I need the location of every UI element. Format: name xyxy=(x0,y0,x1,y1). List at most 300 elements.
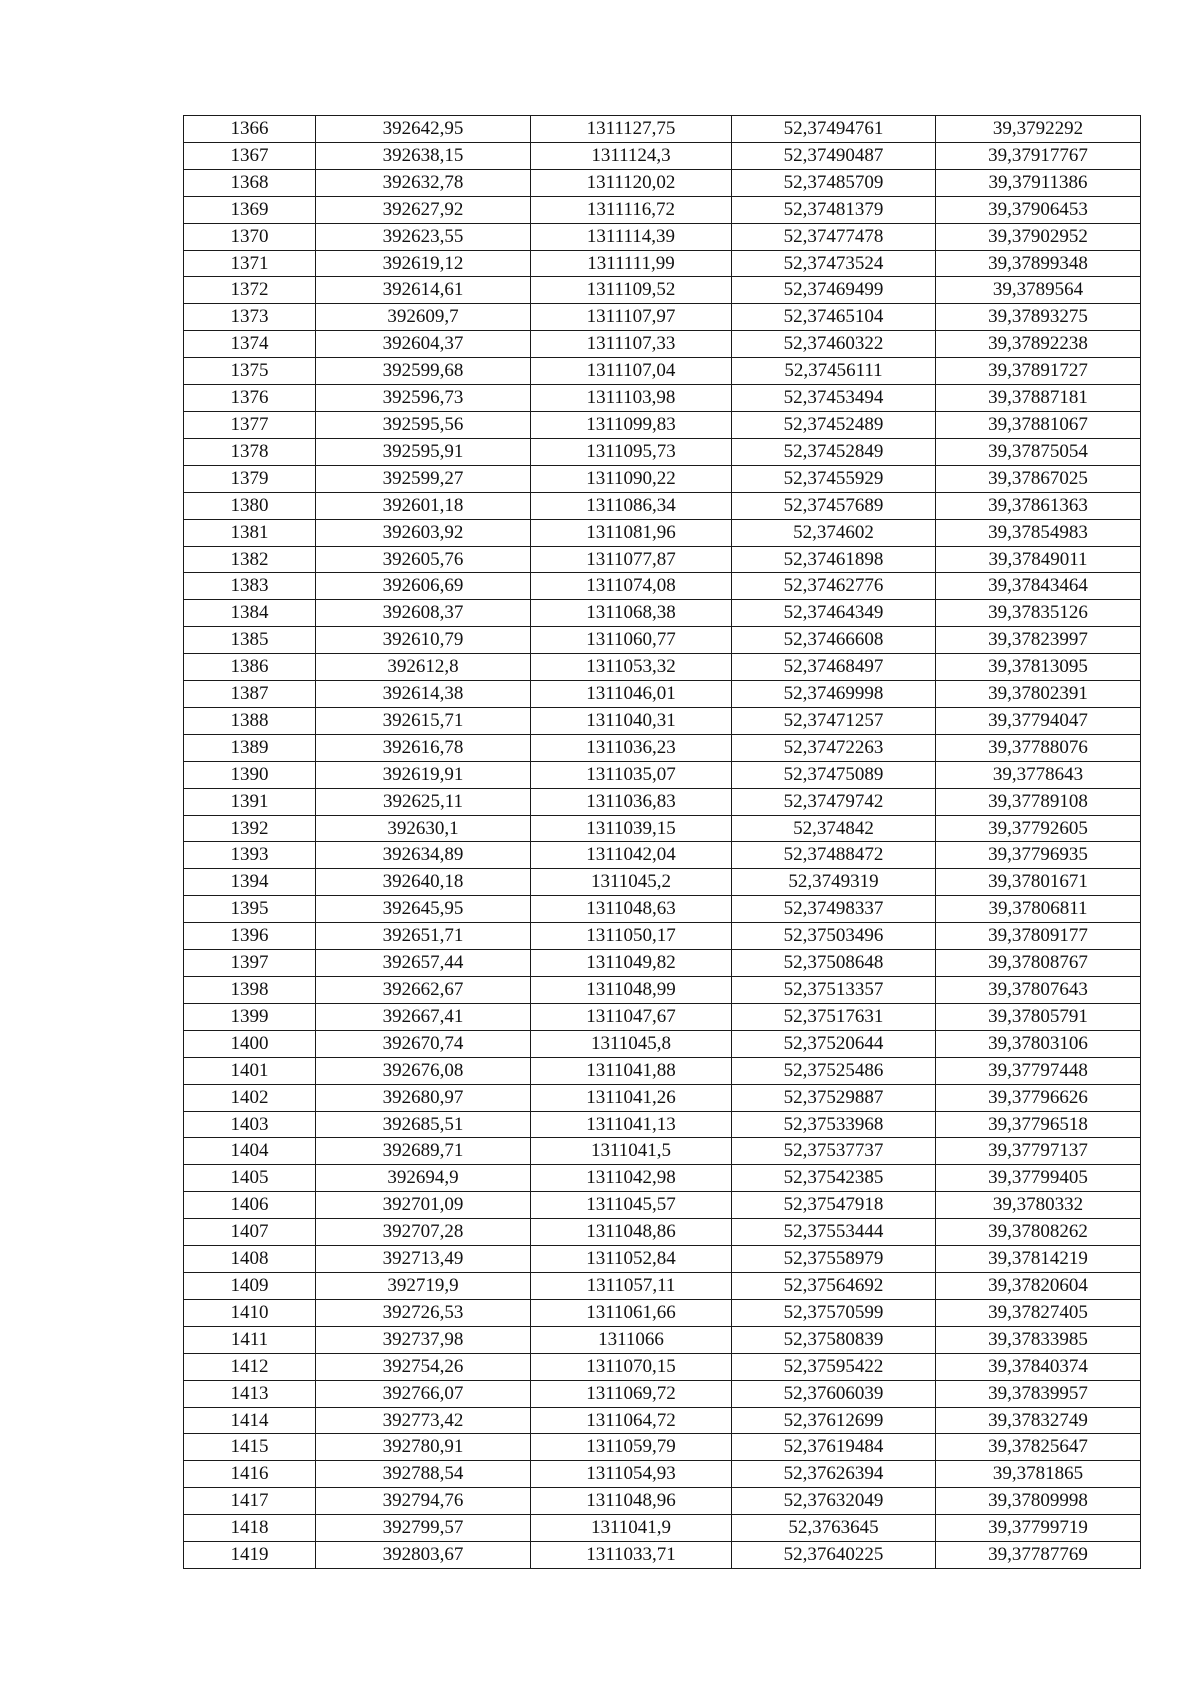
x-coordinate-cell: 392634,89 xyxy=(316,842,531,869)
x-coordinate-cell: 392642,95 xyxy=(316,116,531,143)
point-number-cell: 1407 xyxy=(184,1219,316,1246)
table-row xyxy=(184,923,1141,950)
table-row xyxy=(184,1272,1141,1299)
point-number-cell: 1392 xyxy=(184,815,316,842)
y-coordinate-cell: 1311053,32 xyxy=(531,654,732,681)
point-number-cell: 1383 xyxy=(184,573,316,600)
point-number-cell: 1419 xyxy=(184,1542,316,1569)
point-number-cell: 1380 xyxy=(184,492,316,519)
longitude-cell: 39,37893275 xyxy=(936,304,1141,331)
longitude-cell: 39,37902952 xyxy=(936,223,1141,250)
y-coordinate-cell: 1311099,83 xyxy=(531,411,732,438)
point-number-cell: 1387 xyxy=(184,681,316,708)
x-coordinate-cell: 392766,07 xyxy=(316,1380,531,1407)
table-row xyxy=(184,869,1141,896)
point-number-cell: 1395 xyxy=(184,896,316,923)
x-coordinate-cell: 392596,73 xyxy=(316,385,531,412)
table-row xyxy=(184,761,1141,788)
y-coordinate-cell: 1311036,83 xyxy=(531,788,732,815)
y-coordinate-cell: 1311048,99 xyxy=(531,977,732,1004)
longitude-cell: 39,37849011 xyxy=(936,546,1141,573)
point-number-cell: 1391 xyxy=(184,788,316,815)
longitude-cell: 39,37911386 xyxy=(936,169,1141,196)
point-number-cell: 1370 xyxy=(184,223,316,250)
longitude-cell: 39,37820604 xyxy=(936,1272,1141,1299)
point-number-cell: 1367 xyxy=(184,142,316,169)
y-coordinate-cell: 1311086,34 xyxy=(531,492,732,519)
longitude-cell: 39,37861363 xyxy=(936,492,1141,519)
x-coordinate-cell: 392623,55 xyxy=(316,223,531,250)
point-number-cell: 1411 xyxy=(184,1326,316,1353)
y-coordinate-cell: 1311042,98 xyxy=(531,1165,732,1192)
y-coordinate-cell: 1311050,17 xyxy=(531,923,732,950)
longitude-cell: 39,37802391 xyxy=(936,681,1141,708)
y-coordinate-cell: 1311090,22 xyxy=(531,465,732,492)
latitude-cell: 52,37570599 xyxy=(732,1299,936,1326)
latitude-cell: 52,37632049 xyxy=(732,1488,936,1515)
longitude-cell: 39,3778643 xyxy=(936,761,1141,788)
latitude-cell: 52,37537737 xyxy=(732,1138,936,1165)
y-coordinate-cell: 1311103,98 xyxy=(531,385,732,412)
x-coordinate-cell: 392625,11 xyxy=(316,788,531,815)
point-number-cell: 1385 xyxy=(184,627,316,654)
point-number-cell: 1414 xyxy=(184,1407,316,1434)
latitude-cell: 52,37626394 xyxy=(732,1461,936,1488)
table-row xyxy=(184,950,1141,977)
table-row xyxy=(184,1138,1141,1165)
longitude-cell: 39,37799405 xyxy=(936,1165,1141,1192)
latitude-cell: 52,37490487 xyxy=(732,142,936,169)
longitude-cell: 39,37906453 xyxy=(936,196,1141,223)
point-number-cell: 1399 xyxy=(184,1003,316,1030)
table-row xyxy=(184,1246,1141,1273)
table-row xyxy=(184,600,1141,627)
table-row xyxy=(184,519,1141,546)
table-row xyxy=(184,1084,1141,1111)
latitude-cell: 52,37452489 xyxy=(732,411,936,438)
longitude-cell: 39,37794047 xyxy=(936,707,1141,734)
point-number-cell: 1377 xyxy=(184,411,316,438)
y-coordinate-cell: 1311052,84 xyxy=(531,1246,732,1273)
table-row xyxy=(184,1030,1141,1057)
longitude-cell: 39,37787769 xyxy=(936,1542,1141,1569)
point-number-cell: 1404 xyxy=(184,1138,316,1165)
table-row xyxy=(184,411,1141,438)
table-row xyxy=(184,1165,1141,1192)
longitude-cell: 39,37854983 xyxy=(936,519,1141,546)
latitude-cell: 52,3763645 xyxy=(732,1515,936,1542)
x-coordinate-cell: 392640,18 xyxy=(316,869,531,896)
longitude-cell: 39,37843464 xyxy=(936,573,1141,600)
latitude-cell: 52,37553444 xyxy=(732,1219,936,1246)
table-row xyxy=(184,492,1141,519)
x-coordinate-cell: 392609,7 xyxy=(316,304,531,331)
longitude-cell: 39,37799719 xyxy=(936,1515,1141,1542)
y-coordinate-cell: 1311127,75 xyxy=(531,116,732,143)
table-row xyxy=(184,1380,1141,1407)
latitude-cell: 52,37564692 xyxy=(732,1272,936,1299)
latitude-cell: 52,37457689 xyxy=(732,492,936,519)
longitude-cell: 39,37825647 xyxy=(936,1434,1141,1461)
y-coordinate-cell: 1311041,5 xyxy=(531,1138,732,1165)
latitude-cell: 52,37469499 xyxy=(732,277,936,304)
x-coordinate-cell: 392667,41 xyxy=(316,1003,531,1030)
x-coordinate-cell: 392638,15 xyxy=(316,142,531,169)
x-coordinate-cell: 392794,76 xyxy=(316,1488,531,1515)
latitude-cell: 52,374842 xyxy=(732,815,936,842)
table-row xyxy=(184,358,1141,385)
latitude-cell: 52,37612699 xyxy=(732,1407,936,1434)
latitude-cell: 52,37456111 xyxy=(732,358,936,385)
table-row xyxy=(184,223,1141,250)
table-row xyxy=(184,734,1141,761)
y-coordinate-cell: 1311057,11 xyxy=(531,1272,732,1299)
x-coordinate-cell: 392614,61 xyxy=(316,277,531,304)
longitude-cell: 39,37807643 xyxy=(936,977,1141,1004)
coordinates-table-body xyxy=(184,116,1141,1569)
table-row xyxy=(184,1299,1141,1326)
latitude-cell: 52,3749319 xyxy=(732,869,936,896)
y-coordinate-cell: 1311054,93 xyxy=(531,1461,732,1488)
x-coordinate-cell: 392726,53 xyxy=(316,1299,531,1326)
y-coordinate-cell: 1311107,33 xyxy=(531,331,732,358)
point-number-cell: 1413 xyxy=(184,1380,316,1407)
y-coordinate-cell: 1311120,02 xyxy=(531,169,732,196)
x-coordinate-cell: 392603,92 xyxy=(316,519,531,546)
x-coordinate-cell: 392619,12 xyxy=(316,250,531,277)
longitude-cell: 39,37796935 xyxy=(936,842,1141,869)
point-number-cell: 1408 xyxy=(184,1246,316,1273)
x-coordinate-cell: 392630,1 xyxy=(316,815,531,842)
x-coordinate-cell: 392604,37 xyxy=(316,331,531,358)
latitude-cell: 52,37481379 xyxy=(732,196,936,223)
y-coordinate-cell: 1311064,72 xyxy=(531,1407,732,1434)
table-row xyxy=(184,250,1141,277)
y-coordinate-cell: 1311040,31 xyxy=(531,707,732,734)
point-number-cell: 1397 xyxy=(184,950,316,977)
y-coordinate-cell: 1311077,87 xyxy=(531,546,732,573)
longitude-cell: 39,37892238 xyxy=(936,331,1141,358)
y-coordinate-cell: 1311036,23 xyxy=(531,734,732,761)
x-coordinate-cell: 392595,56 xyxy=(316,411,531,438)
x-coordinate-cell: 392713,49 xyxy=(316,1246,531,1273)
longitude-cell: 39,37808767 xyxy=(936,950,1141,977)
x-coordinate-cell: 392670,74 xyxy=(316,1030,531,1057)
longitude-cell: 39,3780332 xyxy=(936,1192,1141,1219)
latitude-cell: 52,37533968 xyxy=(732,1111,936,1138)
longitude-cell: 39,37833985 xyxy=(936,1326,1141,1353)
latitude-cell: 52,37529887 xyxy=(732,1084,936,1111)
y-coordinate-cell: 1311039,15 xyxy=(531,815,732,842)
table-row xyxy=(184,1326,1141,1353)
table-row xyxy=(184,815,1141,842)
point-number-cell: 1394 xyxy=(184,869,316,896)
latitude-cell: 52,37525486 xyxy=(732,1057,936,1084)
table-row xyxy=(184,573,1141,600)
x-coordinate-cell: 392694,9 xyxy=(316,1165,531,1192)
table-row xyxy=(184,1219,1141,1246)
table-row xyxy=(184,1192,1141,1219)
x-coordinate-cell: 392610,79 xyxy=(316,627,531,654)
point-number-cell: 1417 xyxy=(184,1488,316,1515)
point-number-cell: 1371 xyxy=(184,250,316,277)
y-coordinate-cell: 1311045,8 xyxy=(531,1030,732,1057)
table-row xyxy=(184,142,1141,169)
point-number-cell: 1409 xyxy=(184,1272,316,1299)
latitude-cell: 52,374602 xyxy=(732,519,936,546)
latitude-cell: 52,37606039 xyxy=(732,1380,936,1407)
table-row xyxy=(184,331,1141,358)
latitude-cell: 52,37465104 xyxy=(732,304,936,331)
table-row xyxy=(184,438,1141,465)
y-coordinate-cell: 1311049,82 xyxy=(531,950,732,977)
latitude-cell: 52,37498337 xyxy=(732,896,936,923)
y-coordinate-cell: 1311060,77 xyxy=(531,627,732,654)
point-number-cell: 1396 xyxy=(184,923,316,950)
longitude-cell: 39,37803106 xyxy=(936,1030,1141,1057)
point-number-cell: 1416 xyxy=(184,1461,316,1488)
latitude-cell: 52,37455929 xyxy=(732,465,936,492)
latitude-cell: 52,37503496 xyxy=(732,923,936,950)
y-coordinate-cell: 1311111,99 xyxy=(531,250,732,277)
y-coordinate-cell: 1311047,67 xyxy=(531,1003,732,1030)
x-coordinate-cell: 392614,38 xyxy=(316,681,531,708)
latitude-cell: 52,37452849 xyxy=(732,438,936,465)
y-coordinate-cell: 1311116,72 xyxy=(531,196,732,223)
y-coordinate-cell: 1311035,07 xyxy=(531,761,732,788)
longitude-cell: 39,37839957 xyxy=(936,1380,1141,1407)
latitude-cell: 52,37640225 xyxy=(732,1542,936,1569)
longitude-cell: 39,37813095 xyxy=(936,654,1141,681)
point-number-cell: 1400 xyxy=(184,1030,316,1057)
point-number-cell: 1372 xyxy=(184,277,316,304)
point-number-cell: 1378 xyxy=(184,438,316,465)
table-row xyxy=(184,1542,1141,1569)
latitude-cell: 52,37460322 xyxy=(732,331,936,358)
point-number-cell: 1381 xyxy=(184,519,316,546)
point-number-cell: 1398 xyxy=(184,977,316,1004)
coordinates-table xyxy=(183,115,1141,1569)
latitude-cell: 52,37453494 xyxy=(732,385,936,412)
latitude-cell: 52,37475089 xyxy=(732,761,936,788)
longitude-cell: 39,37899348 xyxy=(936,250,1141,277)
x-coordinate-cell: 392773,42 xyxy=(316,1407,531,1434)
y-coordinate-cell: 1311114,39 xyxy=(531,223,732,250)
table-row xyxy=(184,1003,1141,1030)
latitude-cell: 52,37461898 xyxy=(732,546,936,573)
y-coordinate-cell: 1311070,15 xyxy=(531,1353,732,1380)
x-coordinate-cell: 392680,97 xyxy=(316,1084,531,1111)
y-coordinate-cell: 1311045,57 xyxy=(531,1192,732,1219)
table-row xyxy=(184,707,1141,734)
longitude-cell: 39,37823997 xyxy=(936,627,1141,654)
y-coordinate-cell: 1311066 xyxy=(531,1326,732,1353)
latitude-cell: 52,37464349 xyxy=(732,600,936,627)
y-coordinate-cell: 1311107,04 xyxy=(531,358,732,385)
point-number-cell: 1384 xyxy=(184,600,316,627)
x-coordinate-cell: 392799,57 xyxy=(316,1515,531,1542)
latitude-cell: 52,37466608 xyxy=(732,627,936,654)
latitude-cell: 52,37462776 xyxy=(732,573,936,600)
longitude-cell: 39,37809998 xyxy=(936,1488,1141,1515)
point-number-cell: 1375 xyxy=(184,358,316,385)
table-row xyxy=(184,385,1141,412)
x-coordinate-cell: 392627,92 xyxy=(316,196,531,223)
longitude-cell: 39,37917767 xyxy=(936,142,1141,169)
longitude-cell: 39,37827405 xyxy=(936,1299,1141,1326)
x-coordinate-cell: 392754,26 xyxy=(316,1353,531,1380)
y-coordinate-cell: 1311041,26 xyxy=(531,1084,732,1111)
longitude-cell: 39,37801671 xyxy=(936,869,1141,896)
point-number-cell: 1386 xyxy=(184,654,316,681)
y-coordinate-cell: 1311061,66 xyxy=(531,1299,732,1326)
point-number-cell: 1405 xyxy=(184,1165,316,1192)
longitude-cell: 39,37796626 xyxy=(936,1084,1141,1111)
longitude-cell: 39,3781865 xyxy=(936,1461,1141,1488)
y-coordinate-cell: 1311041,9 xyxy=(531,1515,732,1542)
x-coordinate-cell: 392707,28 xyxy=(316,1219,531,1246)
y-coordinate-cell: 1311041,13 xyxy=(531,1111,732,1138)
longitude-cell: 39,37840374 xyxy=(936,1353,1141,1380)
longitude-cell: 39,37792605 xyxy=(936,815,1141,842)
latitude-cell: 52,37472263 xyxy=(732,734,936,761)
point-number-cell: 1412 xyxy=(184,1353,316,1380)
point-number-cell: 1389 xyxy=(184,734,316,761)
table-row xyxy=(184,681,1141,708)
table-row xyxy=(184,546,1141,573)
longitude-cell: 39,37891727 xyxy=(936,358,1141,385)
point-number-cell: 1373 xyxy=(184,304,316,331)
latitude-cell: 52,37494761 xyxy=(732,116,936,143)
longitude-cell: 39,3792292 xyxy=(936,116,1141,143)
x-coordinate-cell: 392601,18 xyxy=(316,492,531,519)
table-row xyxy=(184,465,1141,492)
x-coordinate-cell: 392595,91 xyxy=(316,438,531,465)
point-number-cell: 1403 xyxy=(184,1111,316,1138)
longitude-cell: 39,37832749 xyxy=(936,1407,1141,1434)
y-coordinate-cell: 1311048,96 xyxy=(531,1488,732,1515)
longitude-cell: 39,37788076 xyxy=(936,734,1141,761)
latitude-cell: 52,37471257 xyxy=(732,707,936,734)
latitude-cell: 52,37473524 xyxy=(732,250,936,277)
table-row xyxy=(184,654,1141,681)
table-row xyxy=(184,304,1141,331)
x-coordinate-cell: 392719,9 xyxy=(316,1272,531,1299)
longitude-cell: 39,37797448 xyxy=(936,1057,1141,1084)
x-coordinate-cell: 392651,71 xyxy=(316,923,531,950)
point-number-cell: 1382 xyxy=(184,546,316,573)
y-coordinate-cell: 1311042,04 xyxy=(531,842,732,869)
table-row xyxy=(184,1353,1141,1380)
y-coordinate-cell: 1311059,79 xyxy=(531,1434,732,1461)
x-coordinate-cell: 392689,71 xyxy=(316,1138,531,1165)
table-row xyxy=(184,116,1141,143)
latitude-cell: 52,37468497 xyxy=(732,654,936,681)
table-row xyxy=(184,788,1141,815)
latitude-cell: 52,37513357 xyxy=(732,977,936,1004)
point-number-cell: 1418 xyxy=(184,1515,316,1542)
point-number-cell: 1388 xyxy=(184,707,316,734)
longitude-cell: 39,37814219 xyxy=(936,1246,1141,1273)
y-coordinate-cell: 1311033,71 xyxy=(531,1542,732,1569)
point-number-cell: 1393 xyxy=(184,842,316,869)
latitude-cell: 52,37520644 xyxy=(732,1030,936,1057)
point-number-cell: 1366 xyxy=(184,116,316,143)
table-row xyxy=(184,1488,1141,1515)
latitude-cell: 52,37517631 xyxy=(732,1003,936,1030)
x-coordinate-cell: 392632,78 xyxy=(316,169,531,196)
point-number-cell: 1374 xyxy=(184,331,316,358)
x-coordinate-cell: 392619,91 xyxy=(316,761,531,788)
table-row xyxy=(184,1111,1141,1138)
latitude-cell: 52,37485709 xyxy=(732,169,936,196)
x-coordinate-cell: 392599,68 xyxy=(316,358,531,385)
x-coordinate-cell: 392599,27 xyxy=(316,465,531,492)
latitude-cell: 52,37477478 xyxy=(732,223,936,250)
table-row xyxy=(184,1057,1141,1084)
x-coordinate-cell: 392685,51 xyxy=(316,1111,531,1138)
x-coordinate-cell: 392616,78 xyxy=(316,734,531,761)
point-number-cell: 1415 xyxy=(184,1434,316,1461)
y-coordinate-cell: 1311095,73 xyxy=(531,438,732,465)
x-coordinate-cell: 392701,09 xyxy=(316,1192,531,1219)
longitude-cell: 39,3789564 xyxy=(936,277,1141,304)
longitude-cell: 39,37797137 xyxy=(936,1138,1141,1165)
table-row xyxy=(184,196,1141,223)
latitude-cell: 52,37542385 xyxy=(732,1165,936,1192)
table-row xyxy=(184,1434,1141,1461)
table-row xyxy=(184,842,1141,869)
point-number-cell: 1401 xyxy=(184,1057,316,1084)
latitude-cell: 52,37558979 xyxy=(732,1246,936,1273)
longitude-cell: 39,37881067 xyxy=(936,411,1141,438)
longitude-cell: 39,37806811 xyxy=(936,896,1141,923)
x-coordinate-cell: 392803,67 xyxy=(316,1542,531,1569)
point-number-cell: 1379 xyxy=(184,465,316,492)
y-coordinate-cell: 1311048,63 xyxy=(531,896,732,923)
longitude-cell: 39,37796518 xyxy=(936,1111,1141,1138)
longitude-cell: 39,37805791 xyxy=(936,1003,1141,1030)
x-coordinate-cell: 392615,71 xyxy=(316,707,531,734)
point-number-cell: 1368 xyxy=(184,169,316,196)
x-coordinate-cell: 392606,69 xyxy=(316,573,531,600)
x-coordinate-cell: 392608,37 xyxy=(316,600,531,627)
y-coordinate-cell: 1311041,88 xyxy=(531,1057,732,1084)
latitude-cell: 52,37595422 xyxy=(732,1353,936,1380)
table-row xyxy=(184,1461,1141,1488)
point-number-cell: 1402 xyxy=(184,1084,316,1111)
longitude-cell: 39,37809177 xyxy=(936,923,1141,950)
x-coordinate-cell: 392788,54 xyxy=(316,1461,531,1488)
x-coordinate-cell: 392612,8 xyxy=(316,654,531,681)
latitude-cell: 52,37488472 xyxy=(732,842,936,869)
y-coordinate-cell: 1311045,2 xyxy=(531,869,732,896)
latitude-cell: 52,37619484 xyxy=(732,1434,936,1461)
table-row xyxy=(184,277,1141,304)
table-row xyxy=(184,977,1141,1004)
x-coordinate-cell: 392645,95 xyxy=(316,896,531,923)
x-coordinate-cell: 392676,08 xyxy=(316,1057,531,1084)
x-coordinate-cell: 392737,98 xyxy=(316,1326,531,1353)
y-coordinate-cell: 1311048,86 xyxy=(531,1219,732,1246)
x-coordinate-cell: 392662,67 xyxy=(316,977,531,1004)
y-coordinate-cell: 1311046,01 xyxy=(531,681,732,708)
table-row xyxy=(184,1515,1141,1542)
point-number-cell: 1390 xyxy=(184,761,316,788)
x-coordinate-cell: 392780,91 xyxy=(316,1434,531,1461)
x-coordinate-cell: 392657,44 xyxy=(316,950,531,977)
y-coordinate-cell: 1311068,38 xyxy=(531,600,732,627)
